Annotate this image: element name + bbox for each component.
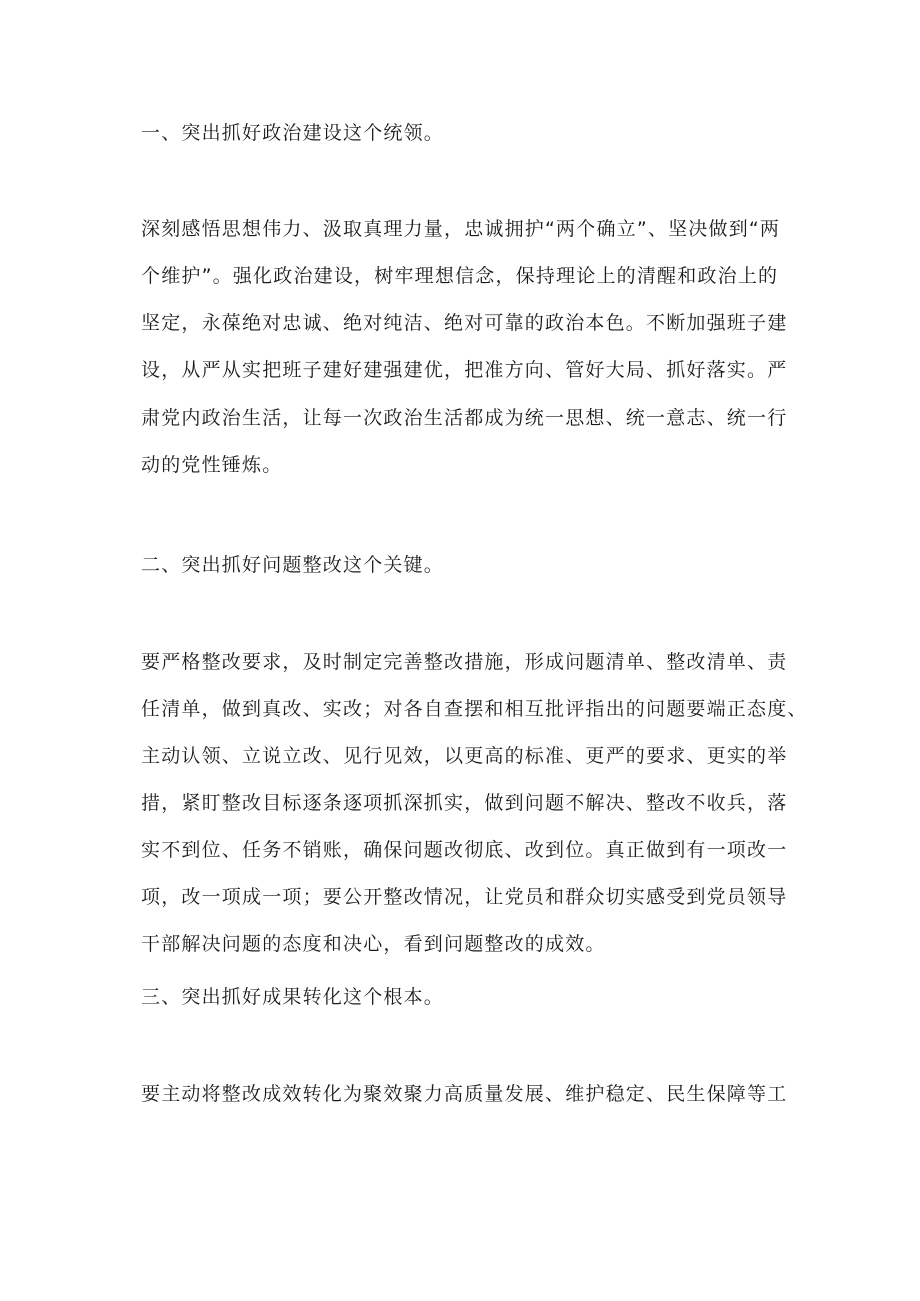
section-1-line-4: 设，从严从实把班子建好建强建优，把准方向、管好大局、抓好落实。严 — [141, 359, 788, 381]
section-2-line-1: 要严格整改要求，及时制定完善整改措施，形成问题清单、整改清单、责 — [141, 651, 788, 673]
section-2-line-7: 干部解决问题的态度和决心，看到问题整改的成效。 — [141, 933, 606, 955]
section-2-line-4: 措，紧盯整改目标逐条逐项抓深抓实，做到问题不解决、整改不收兵，落 — [141, 792, 788, 814]
section-1-heading: 一、突出抓好政治建设这个统领。 — [141, 122, 445, 144]
section-1-line-3: 坚定，永葆绝对忠诚、绝对纯洁、绝对可靠的政治本色。不断加强班子建 — [141, 312, 788, 334]
section-1-line-1: 深刻感悟思想伟力、汲取真理力量，忠诚拥护“两个确立”、坚决做到“两 — [141, 218, 781, 240]
section-1-line-5: 肃党内政治生活，让每一次政治生活都成为统一思想、统一意志、统一行 — [141, 407, 788, 429]
section-2-line-3: 主动认领、立说立改、见行见效，以更高的标准、更严的要求、更实的举 — [141, 745, 788, 767]
section-2-heading: 二、突出抓好问题整改这个关键。 — [141, 554, 445, 576]
section-2-line-5: 实不到位、任务不销账，确保问题改彻底、改到位。真正做到有一项改一 — [141, 839, 788, 861]
section-1-line-2: 个维护”。强化政治建设，树牢理想信念，保持理论上的清醒和政治上的 — [141, 265, 779, 287]
section-2-line-2: 任清单，做到真改、实改；对各自查摆和相互批评指出的问题要端正态度、 — [141, 698, 808, 720]
section-2-line-6: 项，改一项成一项；要公开整改情况，让党员和群众切实感受到党员领导 — [141, 886, 788, 908]
section-3-line-1: 要主动将整改成效转化为聚效聚力高质量发展、维护稳定、民生保障等工 — [141, 1083, 788, 1105]
section-1-line-6: 动的党性锤炼。 — [141, 454, 283, 476]
section-3-heading: 三、突出抓好成果转化这个根本。 — [141, 986, 445, 1008]
